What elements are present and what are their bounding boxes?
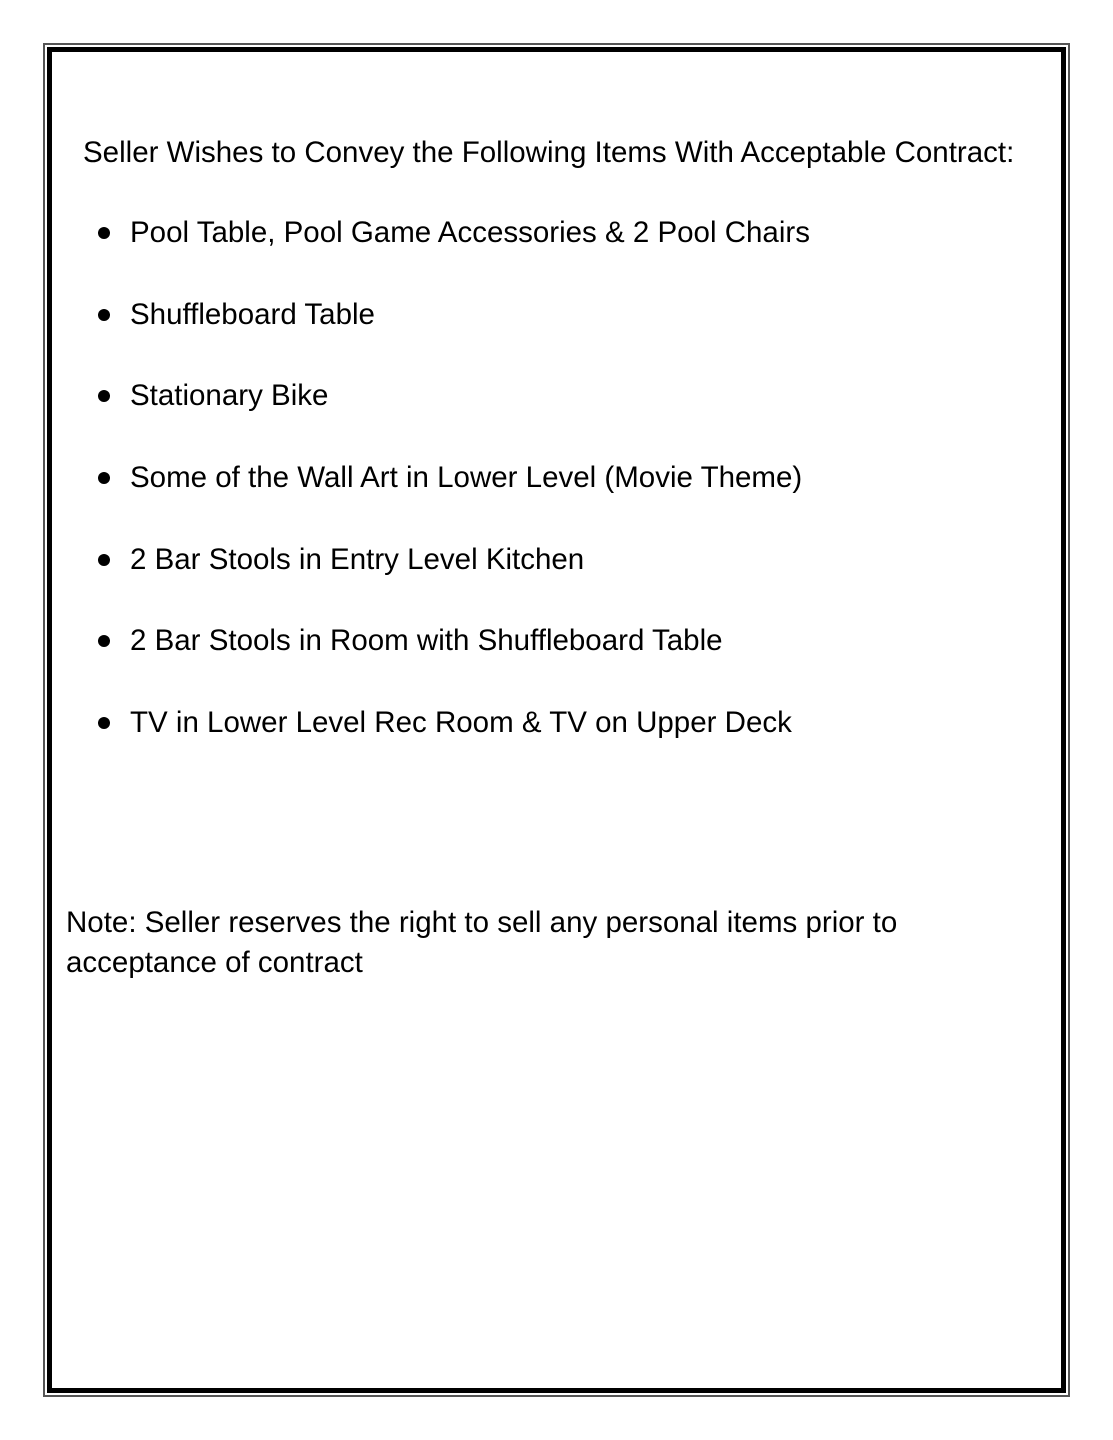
list-item [98, 295, 810, 335]
list-item-text: Shuffleboard Table [130, 297, 375, 331]
bullet-icon [98, 717, 110, 729]
list-item [98, 213, 810, 253]
document-heading: Seller Wishes to Convey the Following Items With Acceptable Contract: [83, 136, 1015, 169]
list-item-text: Some of the Wall Art in Lower Level (Movie Theme) [130, 461, 803, 495]
list-item-text: 2 Bar Stools in Entry Level Kitchen [130, 542, 585, 576]
list-item [98, 703, 810, 743]
list-item-text: 2 Bar Stools in Room with Shuffleboard Table [130, 624, 723, 658]
bullet-icon [98, 472, 110, 484]
list-item-text: Stationary Bike [130, 379, 329, 413]
bullet-icon [98, 635, 110, 647]
note-paragraph: Note: Seller reserves the right to sell any personal items prior to acceptance of contract [66, 906, 898, 979]
list-item [98, 621, 810, 661]
bullet-icon [98, 554, 110, 566]
list-item [98, 540, 810, 580]
list-item [98, 376, 810, 416]
bullet-icon [98, 390, 110, 402]
bullet-icon [98, 227, 110, 239]
list-item-text: Pool Table, Pool Game Accessories & 2 Pool Chairs [130, 216, 810, 249]
items-list [98, 213, 810, 785]
bullet-icon [98, 309, 110, 321]
list-item-text: TV in Lower Level Rec Room & TV on Upper Deck [130, 706, 792, 740]
list-item [98, 458, 810, 498]
